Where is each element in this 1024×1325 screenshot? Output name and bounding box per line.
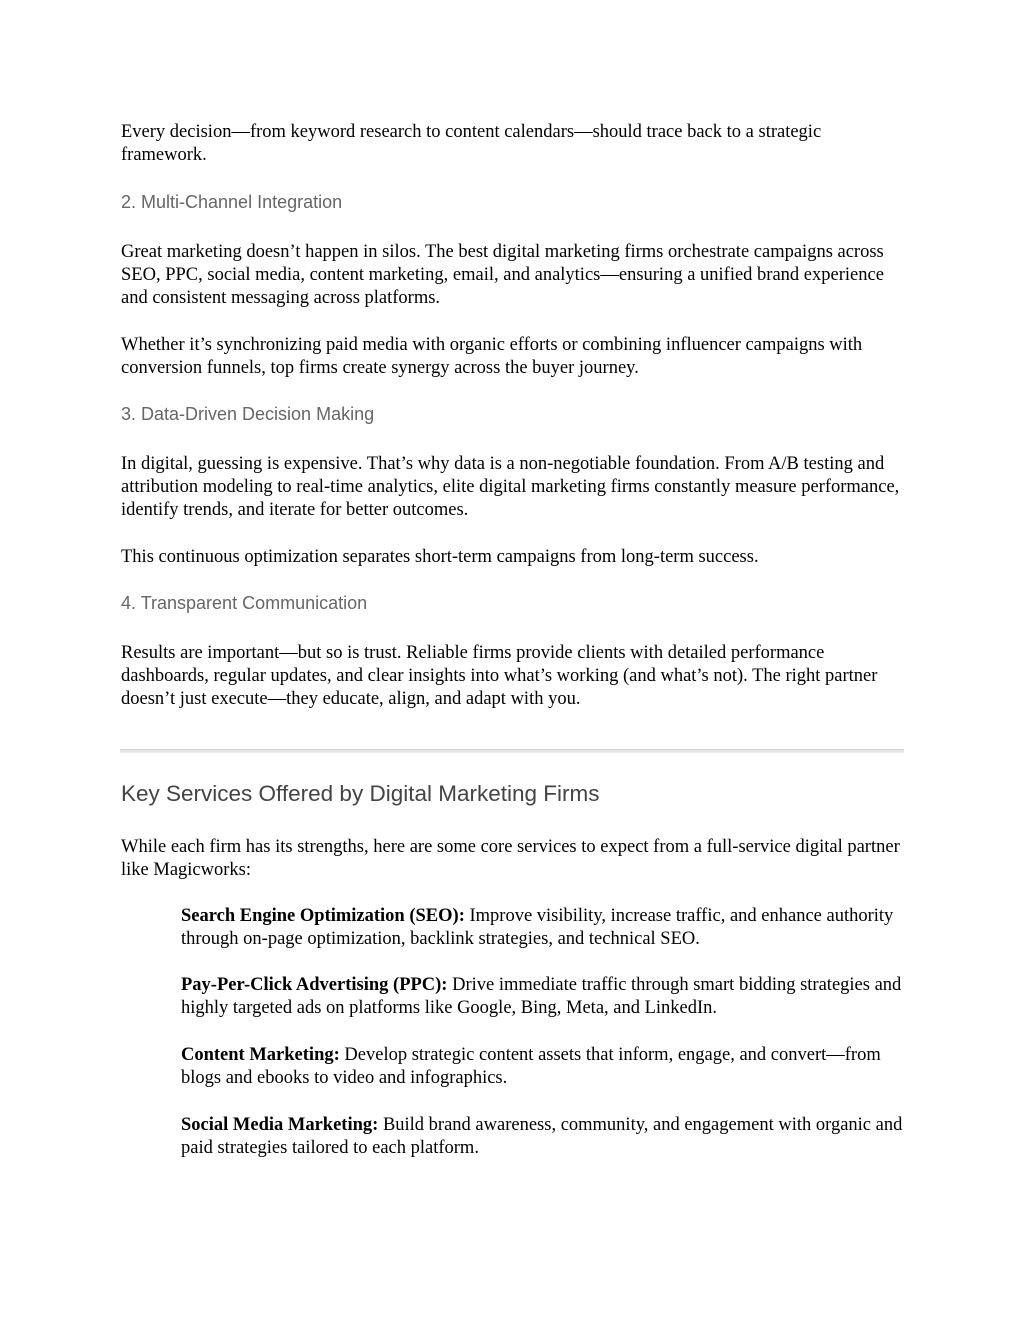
horizontal-divider [120,749,904,753]
service-term: Social Media Marketing: [181,1115,379,1135]
service-description: Improve visibility, increase traffic, and enhance authority through on-page optimization, backlink strategies, and technical SEO. [181,906,894,949]
section-heading-data-driven: 3. Data-Driven Decision Making [121,404,375,424]
paragraph-data-driven-1: In digital, guessing is expensive. That’s why data is a non-negotiable foundation. From A/B testing and attribution modeling to real-time analytics, elite digital marketing firms constantly measure performance, identify trends, and iterate for better outcomes. [121,454,900,520]
service-term: Search Engine Optimization (SEO): [181,906,465,926]
service-term: Content Marketing: [181,1045,340,1065]
service-item-social-media [181,1114,907,1160]
paragraph-data-driven-2: This continuous optimization separates short-term campaigns from long-term success. [121,547,759,567]
paragraph-multi-channel-1: Great marketing doesn’t happen in silos. The best digital marketing firms orchestrate campaigns across SEO, PPC, social media, content marketing, email, and analytics—ensuring a unified brand experience and consistent messaging across platforms. [121,242,884,308]
service-description: Develop strategic content assets that inform, engage, and convert—from blogs and ebooks to video and infographics. [181,1045,881,1088]
service-item-content-marketing [181,1044,907,1090]
service-item-ppc [181,974,907,1020]
service-description: Build brand awareness, community, and engagement with organic and paid strategies tailored to each platform. [181,1115,903,1158]
paragraph-multi-channel-2: Whether it’s synchronizing paid media with organic efforts or combining influencer campaigns with conversion funnels, top firms create synergy across the buyer journey. [121,335,863,378]
section-heading-transparent-communication: 4. Transparent Communication [121,593,368,613]
services-intro: While each firm has its strengths, here are some core services to expect from a full-service digital partner like Magicworks: [121,837,900,880]
service-description: Drive immediate traffic through smart bidding strategies and highly targeted ads on platforms like Google, Bing, Meta, and LinkedIn. [181,975,902,1018]
service-item-seo [181,905,907,951]
services-heading: Key Services Offered by Digital Marketing Firms [121,781,600,806]
intro-paragraph: Every decision—from keyword research to content calendars—should trace back to a strategic framework. [121,122,822,165]
service-term: Pay-Per-Click Advertising (PPC): [181,975,448,995]
paragraph-transparent-communication-1: Results are important—but so is trust. Reliable firms provide clients with detailed performance dashboards, regular updates, and clear insights into what’s working (and what’s not). The right partner doesn’t just execute—they educate, align, and adapt with you. [121,643,878,709]
section-heading-multi-channel: 2. Multi-Channel Integration [121,192,343,212]
